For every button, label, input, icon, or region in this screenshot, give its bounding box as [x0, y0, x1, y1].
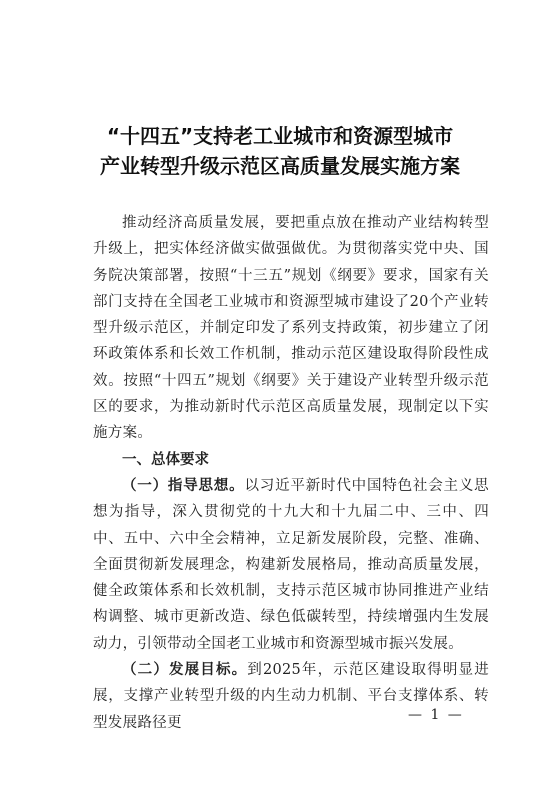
- guiding-ideology-paragraph: [93, 473, 489, 657]
- document-title-line-2: 产业转型升级示范区高质量发展实施方案: [100, 154, 460, 178]
- guiding-ideology-text: 以习近平新时代中国特色社会主义思想为指导，深入贯彻党的十九大和十九届二中、三中、四中、五中、六中全会精神，立足新发展阶段，完整、准确、全面贯彻新发展理念，构建新发展格局，推动高质量发展，健全政策体系和长效机制，支持示范区城市协同推进产业结构调整、城市更新改造、绿色低碳转型，持续增强内生发展动力，引领带动全国老工业城市和资源型城市振兴发展。: [93, 477, 489, 652]
- document-body: [93, 210, 489, 736]
- document-title-line-1: “十四五”支持老工业城市和资源型城市: [106, 124, 454, 148]
- development-goals-paragraph: [93, 657, 489, 736]
- development-goals-text: 到2025年，示范区建设取得明显进展，支撑产业转型升级的内生动力机制、平台支撑体系、转型发展路径更: [93, 662, 489, 731]
- development-goals-lead: （二）发展目标。: [122, 662, 248, 679]
- section-heading-general-requirements: 一、总体要求: [122, 451, 209, 468]
- intro-paragraph: 推动经济高质量发展，要把重点放在推动产业结构转型升级上，把实体经济做实做强做优。为贯彻落实党中央、国务院决策部署，按照“十三五”规划《纲要》要求，国家有关部门支持在全国老工业城市和资源型城市建设了20个产业转型升级示范区，并制定印发了系列支持政策，初步建立了闭环政策体系和长效工作机制，推动示范区建设取得阶段性成效。按照“十四五”规划《纲要》关于建设产业转型升级示范区的要求，为推动新时代示范区高质量发展，现制定以下实施方案。: [93, 215, 489, 442]
- guiding-ideology-lead: （一）指导思想。: [122, 477, 245, 494]
- page-number: — 1 —: [408, 707, 464, 723]
